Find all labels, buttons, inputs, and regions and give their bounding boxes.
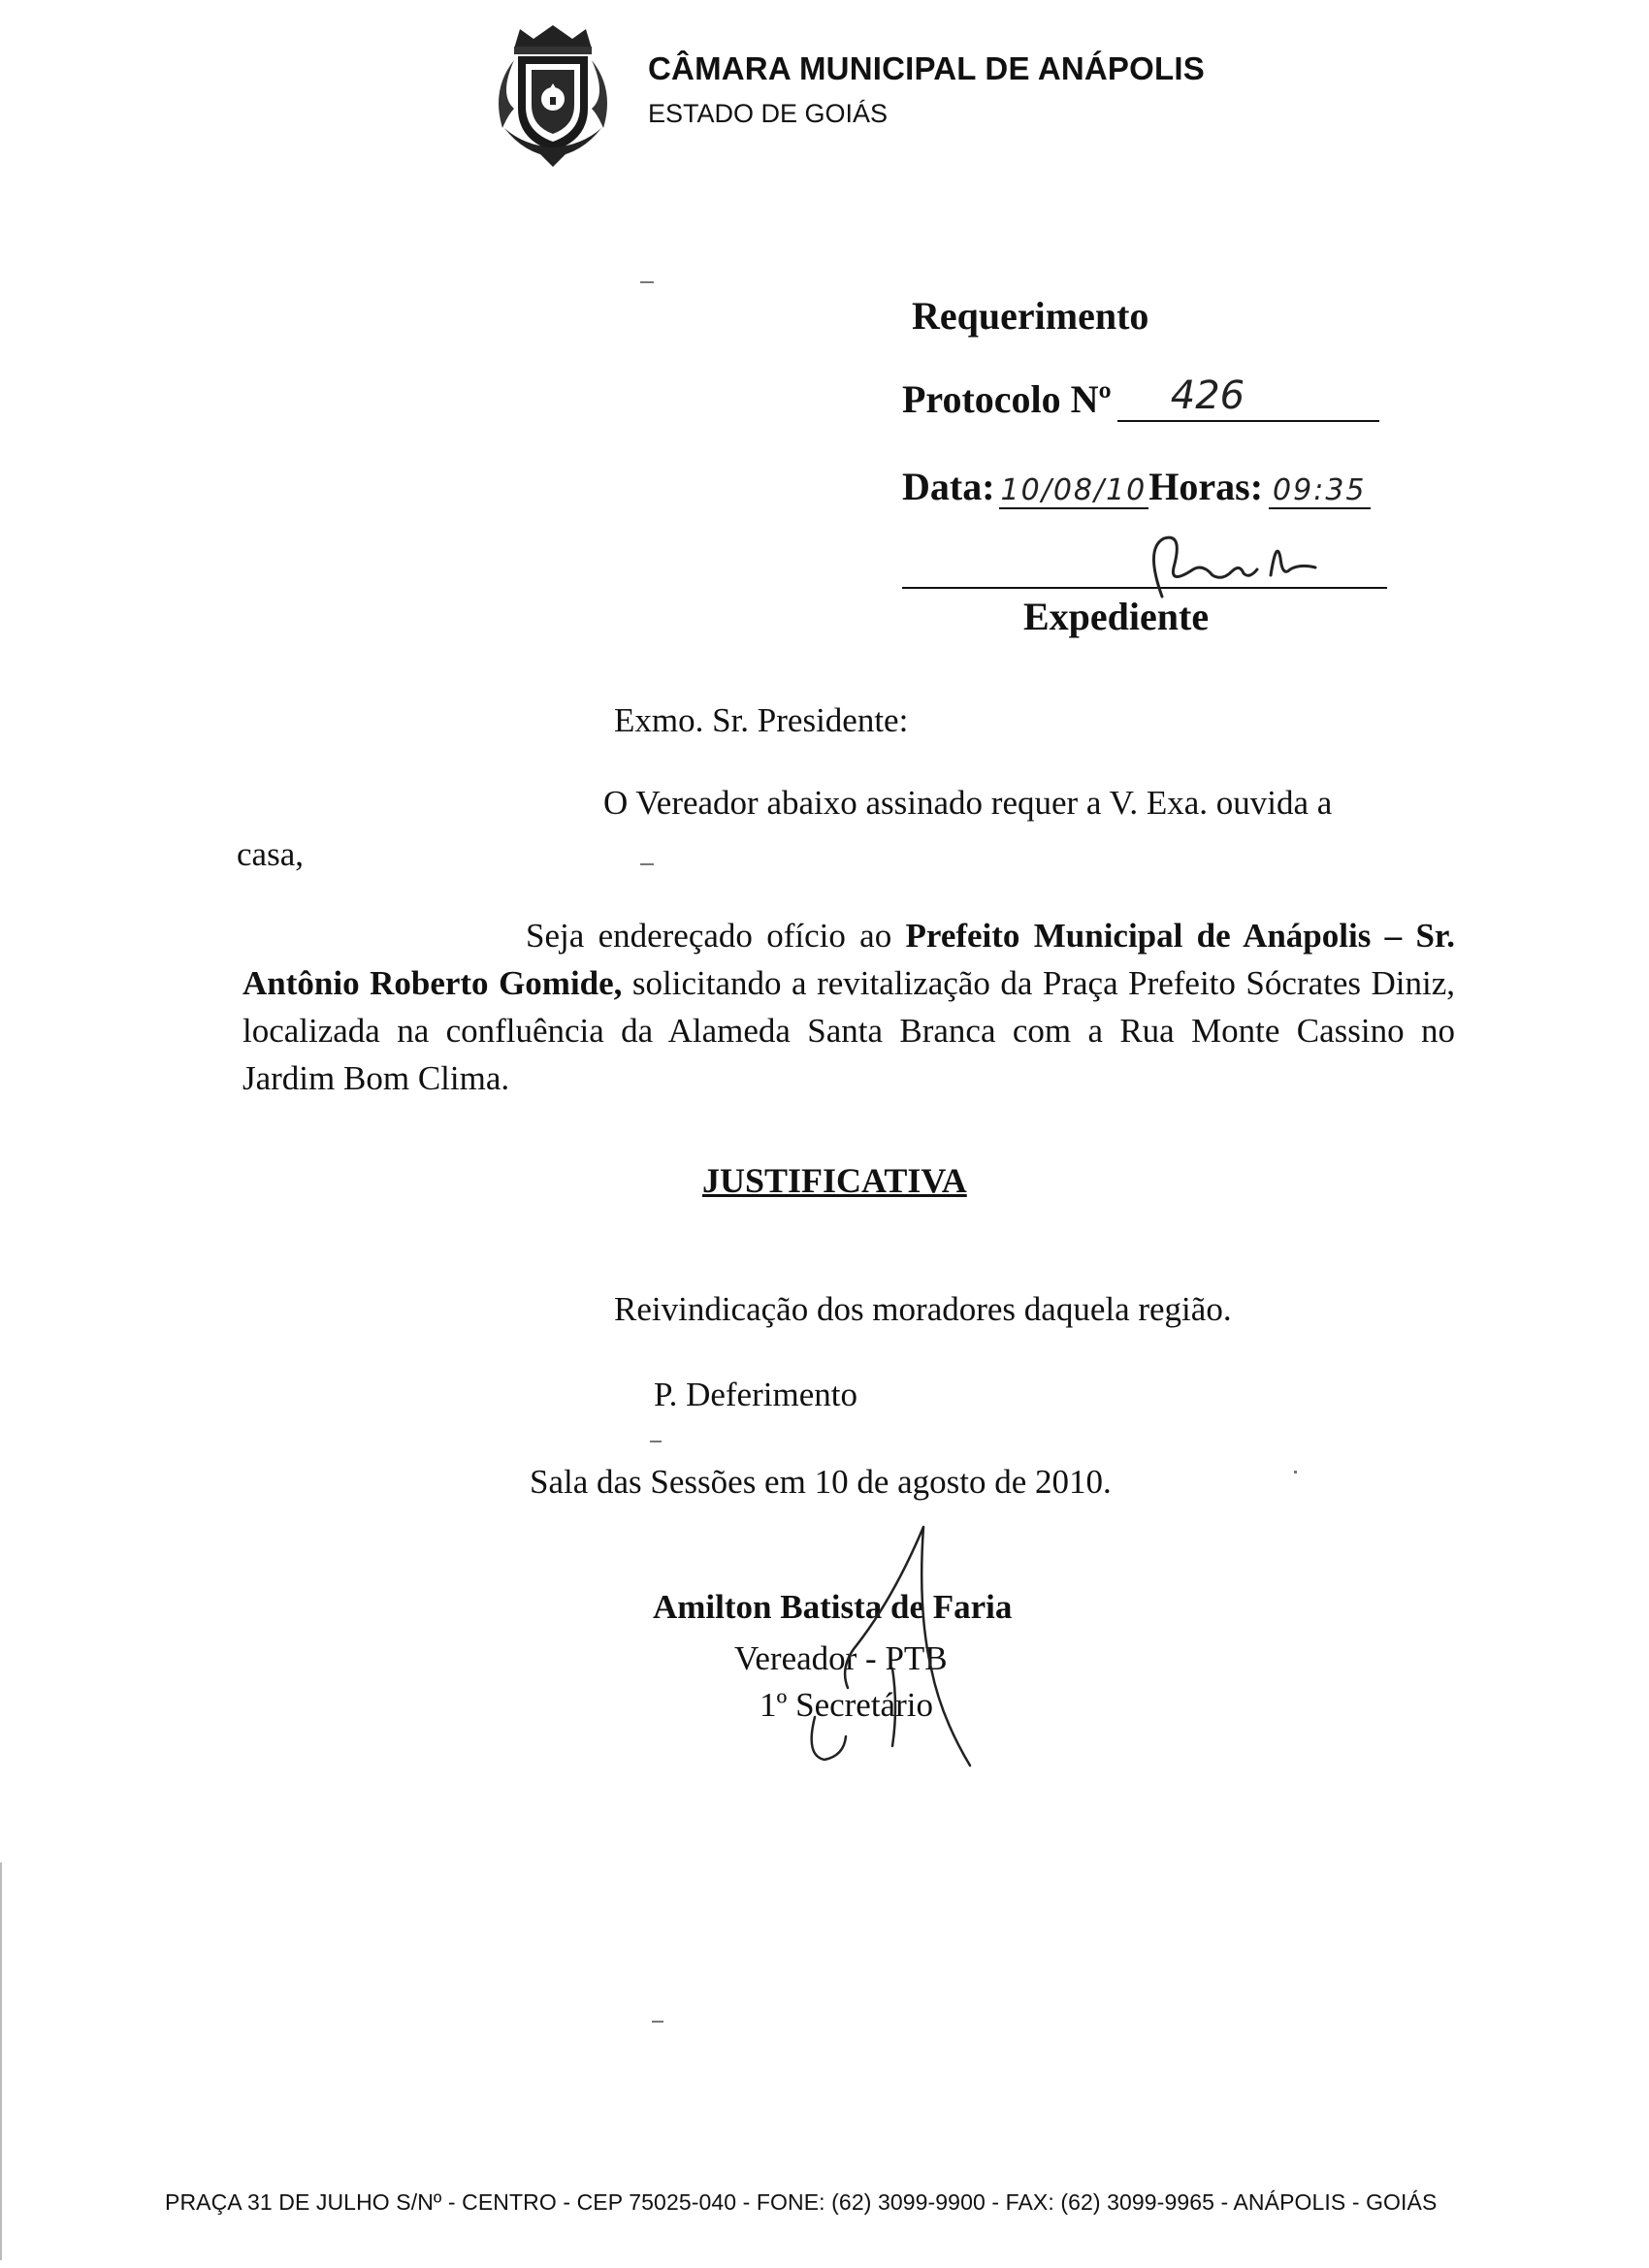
signer-name: Amilton Batista de Faria xyxy=(653,1588,1013,1626)
deferimento: P. Deferimento xyxy=(654,1376,857,1413)
hours-value: 09:35 xyxy=(1269,473,1370,509)
paragraph-start: Seja endereçado ofício ao xyxy=(526,917,906,955)
expedient-label: Expediente xyxy=(1023,595,1210,638)
date-label: Data: xyxy=(902,465,995,508)
paragraph-end: solicitando a revitalização da Praça Prefeito Sócrates Diniz, localizada na confluência da Alameda Santa Branca com a Rua Monte Cassino no Jardim Bom Clima. xyxy=(242,964,1455,1097)
session-date: Sala das Sessões em 10 de agosto de 2010. xyxy=(530,1463,1112,1501)
scan-speck xyxy=(650,1441,662,1442)
date-row xyxy=(902,464,1371,509)
scan-speck xyxy=(640,281,654,283)
scan-speck xyxy=(640,863,654,865)
protocol-row xyxy=(902,373,1379,422)
scan-speck xyxy=(652,2021,663,2023)
signer-role: Vereador - PTB xyxy=(734,1639,948,1677)
coat-of-arms-logo xyxy=(485,21,621,167)
organization-state: ESTADO DE GOIÁS xyxy=(648,99,889,128)
protocol-label: Protocolo Nº xyxy=(902,377,1112,421)
signer-title: 1º Secretário xyxy=(760,1686,933,1724)
salutation: Exmo. Sr. Presidente: xyxy=(614,701,909,739)
handwritten-signature-icon xyxy=(747,1523,999,1785)
organization-name: CÂMARA MUNICIPAL DE ANÁPOLIS xyxy=(648,50,1205,86)
protocol-number: 426 xyxy=(1170,373,1245,418)
protocol-field xyxy=(1117,373,1379,422)
intro-text: O Vereador abaixo assinado requer a V. Exa. ouvida a xyxy=(603,784,1333,822)
request-paragraph xyxy=(242,912,1455,1102)
intro-continuation: casa, xyxy=(237,835,304,873)
justification-text: Reivindicação dos moradores daquela região. xyxy=(614,1290,1232,1328)
date-value: 10/08/10 xyxy=(1000,473,1148,507)
footer-address: PRAÇA 31 DE JULHO S/Nº - CENTRO - CEP 75025-040 - FONE: (62) 3099-9900 - FAX: (62) 3099-9965 - ANÁPOLIS - GOIÁS xyxy=(165,2189,1438,2215)
addressee: Prefeito Municipal de Anápolis – Sr. Antônio Roberto Gomide, xyxy=(242,917,1456,1002)
scan-speck xyxy=(1294,1471,1297,1474)
justification-title: JUSTIFICATIVA xyxy=(702,1161,967,1200)
scan-edge xyxy=(0,1863,2,2260)
request-title: Requerimento xyxy=(912,294,1149,338)
hours-label: Horas: xyxy=(1148,465,1264,508)
